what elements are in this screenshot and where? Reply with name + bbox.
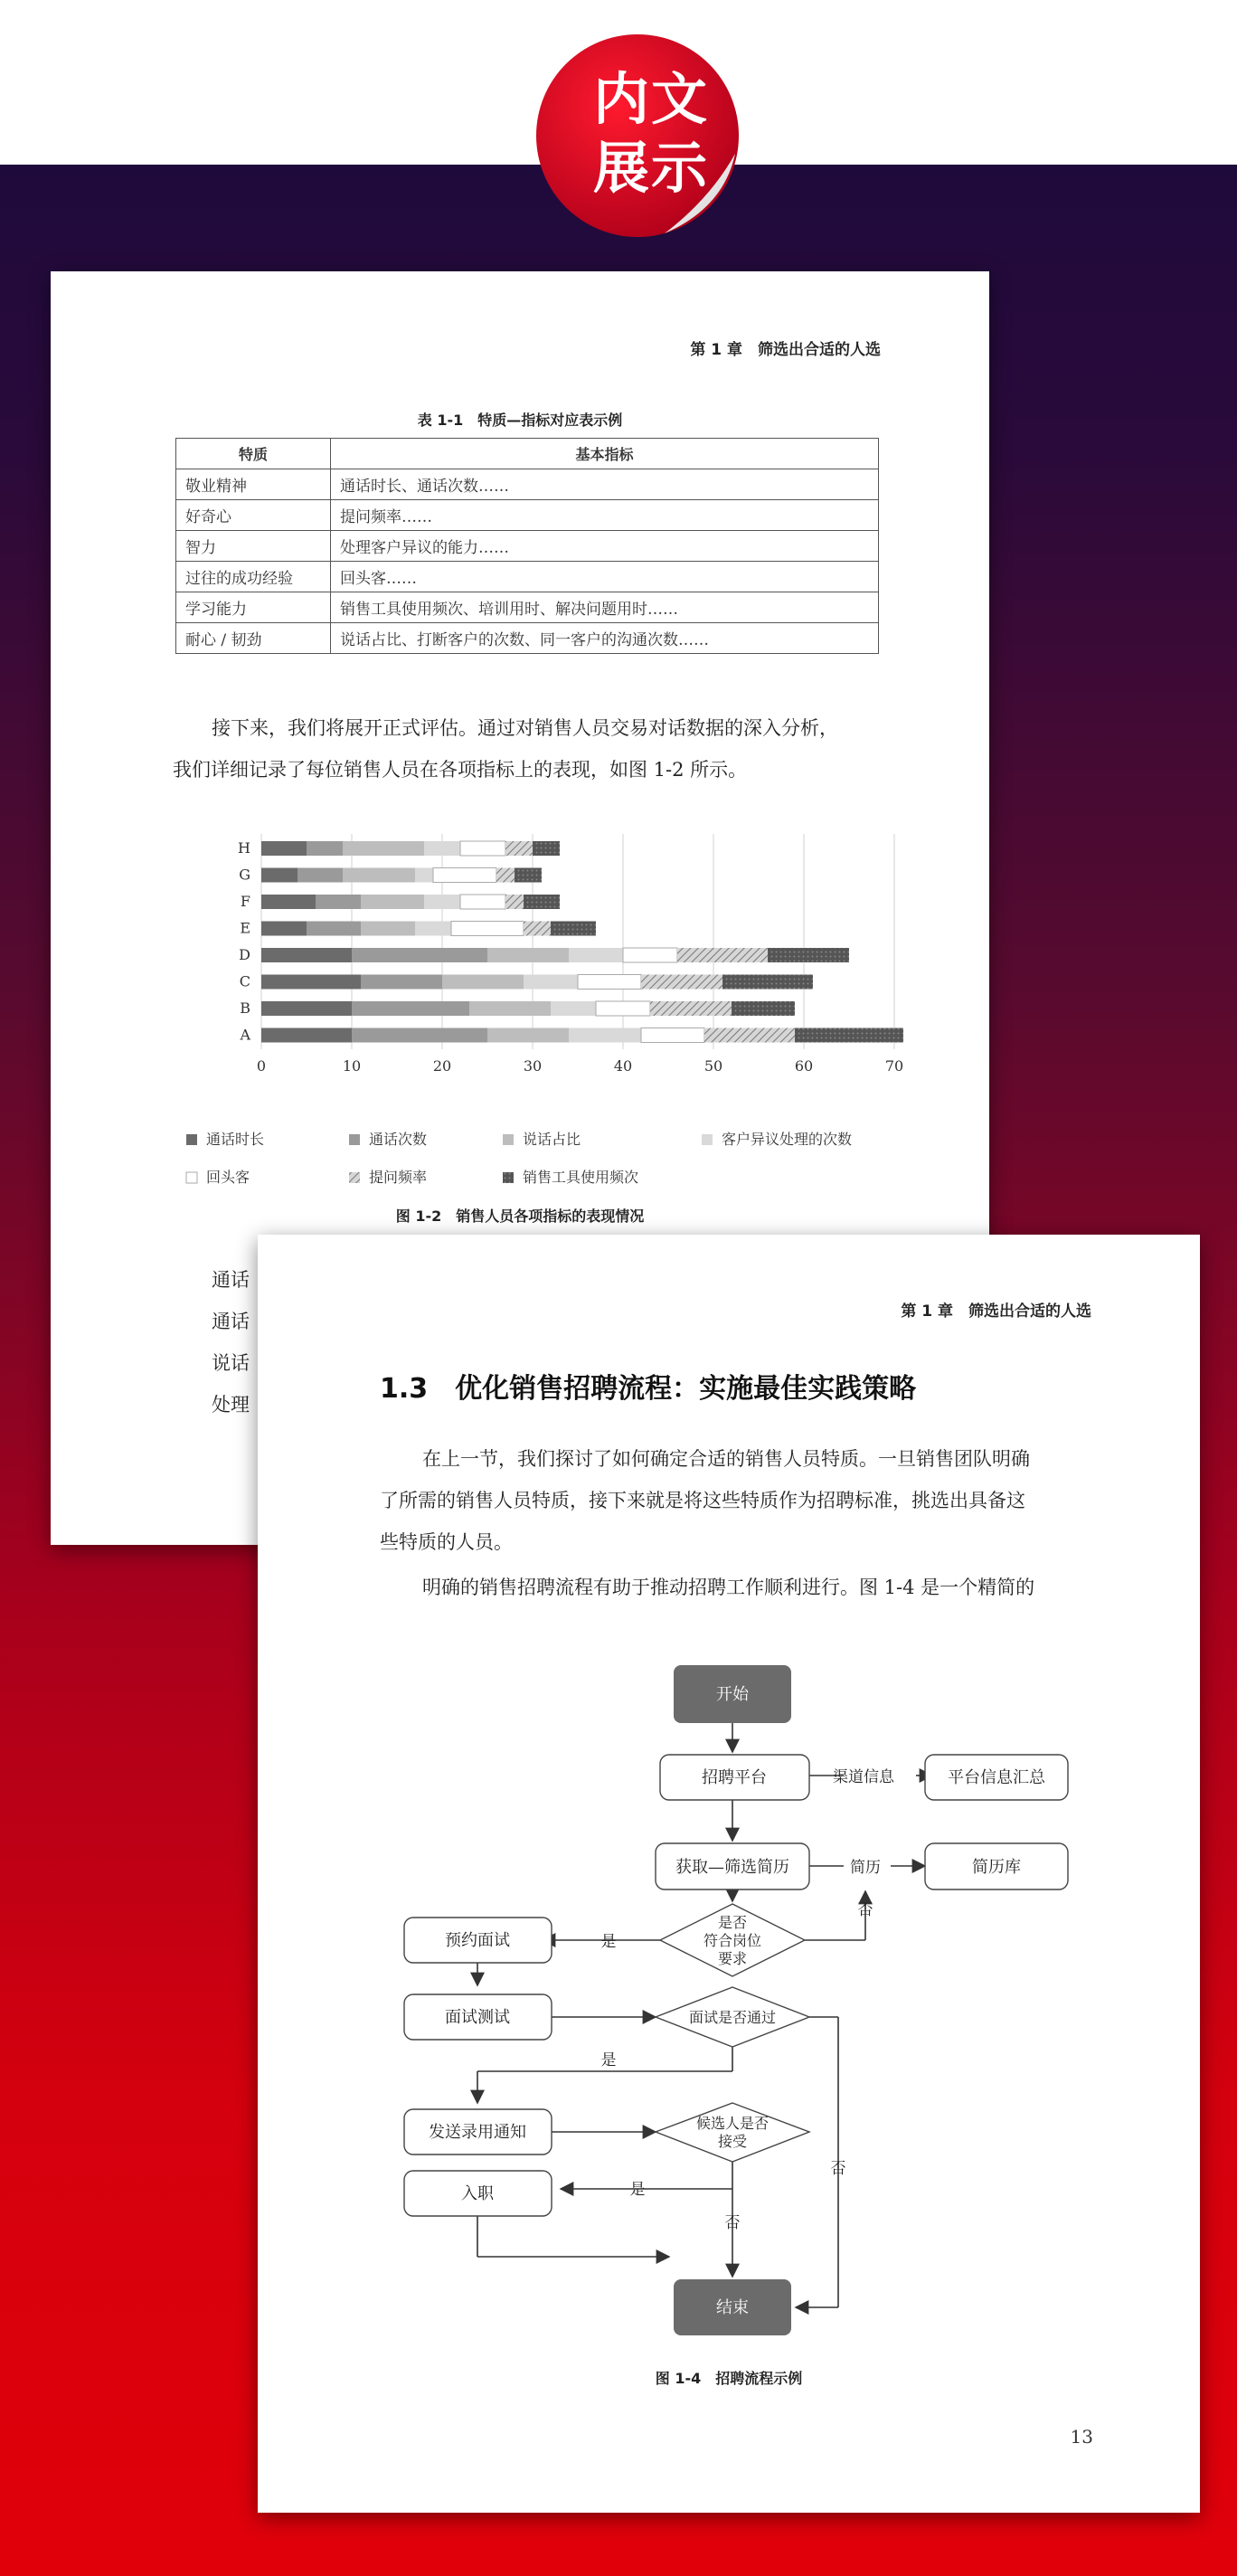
bar-segment: [307, 922, 361, 936]
bar-segment: [307, 841, 343, 856]
legend-label: 提问频率: [369, 1169, 428, 1186]
flow-label-no: 否: [724, 2214, 741, 2232]
bar-segment: [261, 1001, 352, 1016]
bar-segment: [722, 975, 813, 990]
bar-segment: [343, 841, 424, 856]
flow-end-label: 结束: [716, 2298, 749, 2317]
flow-label-no: 否: [857, 1901, 873, 1919]
bar-segment: [578, 975, 641, 990]
flow-decision-3-line: 候选人是否: [695, 2115, 770, 2132]
table-row: [176, 623, 879, 654]
flow-decision-1-line: 要求: [717, 1950, 748, 1967]
bar-segment: [469, 1001, 551, 1016]
bar-segment: [361, 895, 424, 909]
flow-offer-label: 发送录用通知: [429, 2123, 526, 2142]
bar-segment: [352, 948, 487, 962]
flow-label-no: 否: [830, 2160, 846, 2178]
bar-segment: [650, 1001, 732, 1016]
bar-segment: [524, 975, 578, 990]
bar-segment: [415, 922, 451, 936]
legend-swatch: [503, 1134, 514, 1145]
bar-segment: [316, 895, 361, 909]
bar-segment: [361, 975, 442, 990]
table-cell: 回头客……: [331, 562, 879, 592]
legend-swatch: [186, 1172, 197, 1183]
table-cell: 好奇心: [176, 500, 331, 531]
section-title: 1.3 优化销售招聘流程：实施最佳实践策略: [380, 1373, 917, 1405]
x-tick-label: 60: [794, 1057, 814, 1075]
page-number: 13: [1070, 2426, 1093, 2448]
bar-segment: [460, 895, 505, 909]
bar-segment: [343, 868, 415, 883]
y-tick-label: D: [239, 946, 250, 963]
flow-label-yes: 是: [600, 2051, 617, 2069]
bar-segment: [533, 841, 560, 856]
y-tick-label: F: [240, 893, 250, 910]
legend-swatch: [702, 1134, 713, 1145]
flow-resume-db-label: 简历库: [972, 1858, 1021, 1877]
table-caption: 表 1-1 特质—指标对应表示例: [417, 412, 623, 429]
x-tick-label: 30: [523, 1057, 543, 1075]
x-tick-label: 70: [884, 1057, 904, 1075]
bar-segment: [487, 948, 569, 962]
bar-segment: [261, 1028, 352, 1043]
stub-line: 处理: [212, 1394, 250, 1416]
flow-label-yes: 是: [629, 2181, 646, 2199]
bar-segment: [515, 868, 542, 883]
stub-line: 说话: [212, 1352, 250, 1374]
legend-swatch: [349, 1172, 360, 1183]
table-cell: 智力: [176, 531, 331, 562]
flow-test-label: 面试测试: [445, 2008, 510, 2027]
flow-onboard-label: 入职: [461, 2184, 494, 2203]
bar-segment: [569, 1028, 641, 1043]
legend-label: 回头客: [206, 1169, 250, 1186]
bar-segment: [424, 841, 460, 856]
table-cell: 学习能力: [176, 592, 331, 623]
figure-caption: 图 1-4 招聘流程示例: [655, 2370, 803, 2387]
table-header-row: [176, 439, 879, 469]
bar-segment: [487, 1028, 569, 1043]
bar-segment: [261, 895, 316, 909]
bar-segment: [261, 868, 297, 883]
table-row: [176, 469, 879, 500]
table-cell: 销售工具使用频次、培训用时、解决问题用时……: [331, 592, 879, 623]
legend-label: 通话时长: [206, 1131, 265, 1148]
legend-label: 销售工具使用频次: [523, 1169, 639, 1186]
bar-segment: [704, 1028, 795, 1043]
bar-segment: [352, 1001, 469, 1016]
bar-segment: [551, 922, 596, 936]
trait-table: [175, 438, 879, 654]
y-tick-label: C: [239, 972, 250, 990]
flow-platform-label: 招聘平台: [702, 1768, 767, 1787]
recruitment-flowchart: [258, 1633, 1200, 2447]
table-row: [176, 531, 879, 562]
stacked-bar-chart: [141, 814, 955, 1203]
stub-line: 通话: [212, 1269, 250, 1291]
bar-segment: [261, 975, 361, 990]
flow-resume-label: 简历: [850, 1859, 881, 1877]
paragraph-line: 些特质的人员。: [380, 1531, 513, 1553]
legend-label: 客户异议处理的次数: [722, 1131, 853, 1148]
flow-book-label: 预约面试: [445, 1931, 510, 1950]
bar-segment: [641, 1028, 704, 1043]
legend-swatch: [186, 1134, 197, 1145]
bar-segment: [551, 1001, 596, 1016]
paragraph-line: 接下来，我们将展开正式评估。通过对销售人员交易对话数据的深入分析，: [212, 717, 838, 739]
table-cell: 过往的成功经验: [176, 562, 331, 592]
table-cell: 耐心 / 韧劲: [176, 623, 331, 654]
bar-segment: [433, 868, 496, 883]
bar-segment: [524, 922, 551, 936]
x-tick-label: 10: [342, 1057, 362, 1075]
bar-segment: [641, 975, 722, 990]
bar-segment: [596, 1001, 650, 1016]
bar-segment: [768, 948, 849, 962]
paragraph-line: 了所需的销售人员特质，接下来就是将这些特质作为招聘标准，挑选出具备这: [380, 1490, 1025, 1511]
flow-label-yes: 是: [600, 1933, 617, 1951]
running-head: 第 1 章 筛选出合适的人选: [690, 341, 881, 359]
table-row: [176, 500, 879, 531]
table-row: [176, 562, 879, 592]
legend-label: 通话次数: [369, 1131, 428, 1148]
table-cell: 提问频率……: [331, 500, 879, 531]
x-tick-label: 40: [613, 1057, 633, 1075]
y-tick-label: G: [239, 866, 250, 884]
bar-segment: [361, 922, 415, 936]
y-tick-label: H: [238, 839, 250, 857]
table-cell: 敬业精神: [176, 469, 331, 500]
flow-decision-3-line: 接受: [717, 2133, 748, 2150]
table-cell: 说话占比、打断客户的次数、同一客户的沟通次数……: [331, 623, 879, 654]
bar-segment: [297, 868, 343, 883]
legend-swatch: [349, 1134, 360, 1145]
running-head: 第 1 章 筛选出合适的人选: [901, 1302, 1091, 1321]
flow-summary-label: 平台信息汇总: [948, 1768, 1045, 1787]
bar-segment: [732, 1001, 795, 1016]
table-cell: 通话时长、通话次数……: [331, 469, 879, 500]
bar-segment: [352, 1028, 487, 1043]
bar-segment: [505, 895, 524, 909]
bar-segment: [415, 868, 433, 883]
stub-line: 通话: [212, 1311, 250, 1332]
bar-segment: [442, 975, 524, 990]
bar-segment: [524, 895, 560, 909]
bar-segment: [261, 922, 307, 936]
flow-decision-1-line: 是否: [717, 1914, 748, 1931]
table-header: 基本指标: [331, 439, 879, 469]
table-row: [176, 592, 879, 623]
bar-segment: [460, 841, 505, 856]
flow-start-label: 开始: [716, 1685, 749, 1704]
flow-screen-label: 获取—筛选简历: [675, 1858, 789, 1877]
legend-swatch: [503, 1172, 514, 1183]
flow-decision-2-label: 面试是否通过: [688, 2009, 777, 2026]
y-tick-label: B: [240, 999, 250, 1017]
table-header: 特质: [176, 439, 331, 469]
figure-caption: 图 1-2 销售人员各项指标的表现情况: [395, 1208, 645, 1225]
flow-channel-info: 渠道信息: [833, 1768, 894, 1786]
badge-line2: 展示: [592, 135, 709, 201]
bar-segment: [496, 868, 515, 883]
badge-title: [579, 65, 723, 203]
paragraph-line: 在上一节，我们探讨了如何确定合适的销售人员特质。一旦销售团队明确: [422, 1448, 1030, 1470]
x-tick-label: 50: [703, 1057, 723, 1075]
bar-segment: [261, 948, 352, 962]
legend-label: 说话占比: [523, 1131, 581, 1148]
paragraph-line: 明确的销售招聘流程有助于推动招聘工作顺利进行。图 1-4 是一个精简的: [422, 1577, 1035, 1598]
table-cell: 处理客户异议的能力……: [331, 531, 879, 562]
bar-segment: [623, 948, 677, 962]
bar-segment: [677, 948, 768, 962]
bar-segment: [261, 841, 307, 856]
x-tick-label: 0: [256, 1057, 267, 1075]
bar-segment: [795, 1028, 903, 1043]
bar-segment: [451, 922, 524, 936]
bar-segment: [569, 948, 623, 962]
x-tick-label: 20: [432, 1057, 452, 1075]
y-tick-label: A: [240, 1026, 250, 1044]
book-page-2: [258, 1235, 1200, 2513]
paragraph-line: 我们详细记录了每位销售人员在各项指标上的表现，如图 1-2 所示。: [173, 759, 748, 781]
y-tick-label: E: [240, 919, 250, 937]
bar-segment: [424, 895, 460, 909]
badge-line1: 内文: [592, 66, 709, 132]
bar-segment: [505, 841, 533, 856]
flow-decision-1-line: 符合岗位: [703, 1932, 762, 1949]
